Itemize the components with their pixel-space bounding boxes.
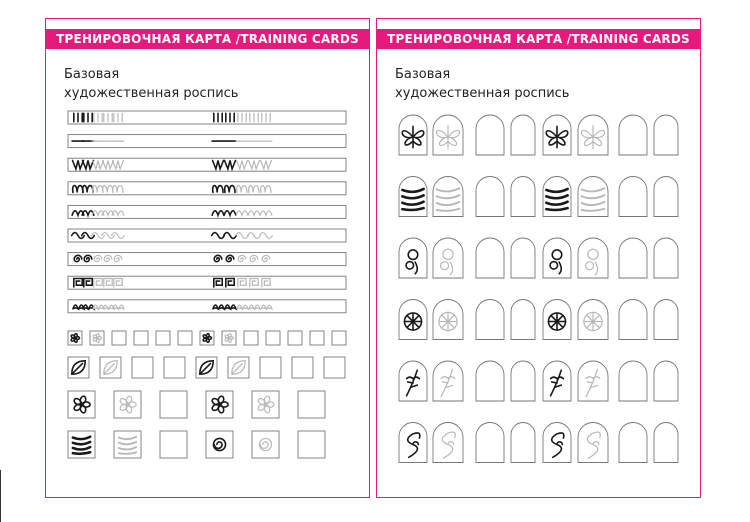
stroke-practice-row — [68, 276, 346, 289]
practice-strip-border — [68, 111, 346, 124]
practice-square — [132, 357, 153, 378]
nail-outline — [619, 361, 647, 401]
training-card-right — [376, 18, 701, 498]
practice-square — [178, 331, 192, 345]
practice-square — [292, 357, 313, 378]
practice-strip-border — [68, 182, 346, 195]
nail-outline — [476, 238, 504, 278]
practice-square — [252, 431, 279, 458]
square-practice-row — [68, 431, 325, 458]
practice-square — [252, 391, 279, 418]
nail-outline — [399, 238, 427, 278]
nail-outline — [654, 300, 678, 340]
nail-practice-row — [399, 238, 678, 278]
practice-square — [324, 357, 345, 378]
stroke-practice-row — [68, 229, 346, 242]
practice-square — [206, 391, 233, 418]
practice-square — [160, 391, 187, 418]
nail-outline — [433, 238, 463, 278]
nail-outline — [511, 361, 535, 401]
nail-practice-sheet — [377, 19, 702, 499]
nail-outline — [654, 238, 678, 278]
nail-practice-row — [399, 361, 678, 401]
stroke-practice-sheet — [46, 19, 371, 499]
stroke-practice-row — [68, 182, 346, 195]
nail-outline — [619, 423, 647, 463]
nail-outline — [511, 423, 535, 463]
training-card-left — [45, 18, 370, 498]
stroke-practice-row — [68, 253, 346, 266]
nail-practice-row — [399, 115, 678, 155]
practice-square — [298, 391, 325, 418]
nail-outline — [476, 115, 504, 155]
nail-outline — [511, 300, 535, 340]
practice-square — [244, 331, 258, 345]
nail-outline — [619, 238, 647, 278]
square-practice-row — [68, 357, 345, 378]
nail-practice-row — [399, 423, 678, 463]
practice-square — [332, 331, 346, 345]
practice-square — [160, 431, 187, 458]
nail-outline — [654, 115, 678, 155]
nail-outline — [578, 238, 608, 278]
practice-square — [298, 431, 325, 458]
nail-outline — [511, 115, 535, 155]
card-header: ТРЕНИРОВОЧНАЯ КАРТА /TRAINING CARDS — [377, 29, 700, 49]
card-title-line2: художественная роспись — [395, 86, 570, 101]
practice-square — [288, 331, 302, 345]
nail-outline — [543, 238, 571, 278]
nail-outline — [654, 423, 678, 463]
square-practice-row — [68, 331, 346, 345]
stroke-practice-row — [68, 135, 346, 148]
stroke-practice-row — [68, 205, 346, 218]
card-header: ТРЕНИРОВОЧНАЯ КАРТА /TRAINING CARDS — [46, 29, 369, 49]
square-practice-row — [68, 391, 325, 418]
nail-practice-row — [399, 177, 678, 217]
practice-square — [206, 431, 233, 458]
nail-outline — [476, 300, 504, 340]
practice-square — [68, 391, 95, 418]
nail-outline — [476, 361, 504, 401]
practice-square — [310, 331, 324, 345]
nail-outline — [619, 177, 647, 217]
nail-outline — [476, 177, 504, 217]
practice-square — [260, 357, 281, 378]
stroke-practice-row — [68, 111, 346, 124]
nail-outline — [619, 115, 647, 155]
nail-outline — [654, 177, 678, 217]
practice-square — [134, 331, 148, 345]
nail-outline — [654, 361, 678, 401]
stroke-practice-row — [68, 300, 346, 313]
nail-outline — [511, 177, 535, 217]
card-title-line1: Базовая — [395, 67, 451, 82]
nail-outline — [619, 300, 647, 340]
stroke-practice-row — [68, 158, 346, 171]
nail-outline — [476, 423, 504, 463]
practice-square — [156, 331, 170, 345]
page-edge-mark — [0, 470, 1, 522]
nail-outline — [433, 423, 463, 463]
practice-square — [266, 331, 280, 345]
nail-practice-row — [399, 300, 678, 340]
card-title-line1: Базовая — [64, 67, 120, 82]
card-title-line2: художественная роспись — [64, 86, 239, 101]
practice-square — [164, 357, 185, 378]
practice-square — [112, 331, 126, 345]
nail-outline — [511, 238, 535, 278]
practice-square — [114, 391, 141, 418]
practice-strip-border — [68, 229, 346, 242]
